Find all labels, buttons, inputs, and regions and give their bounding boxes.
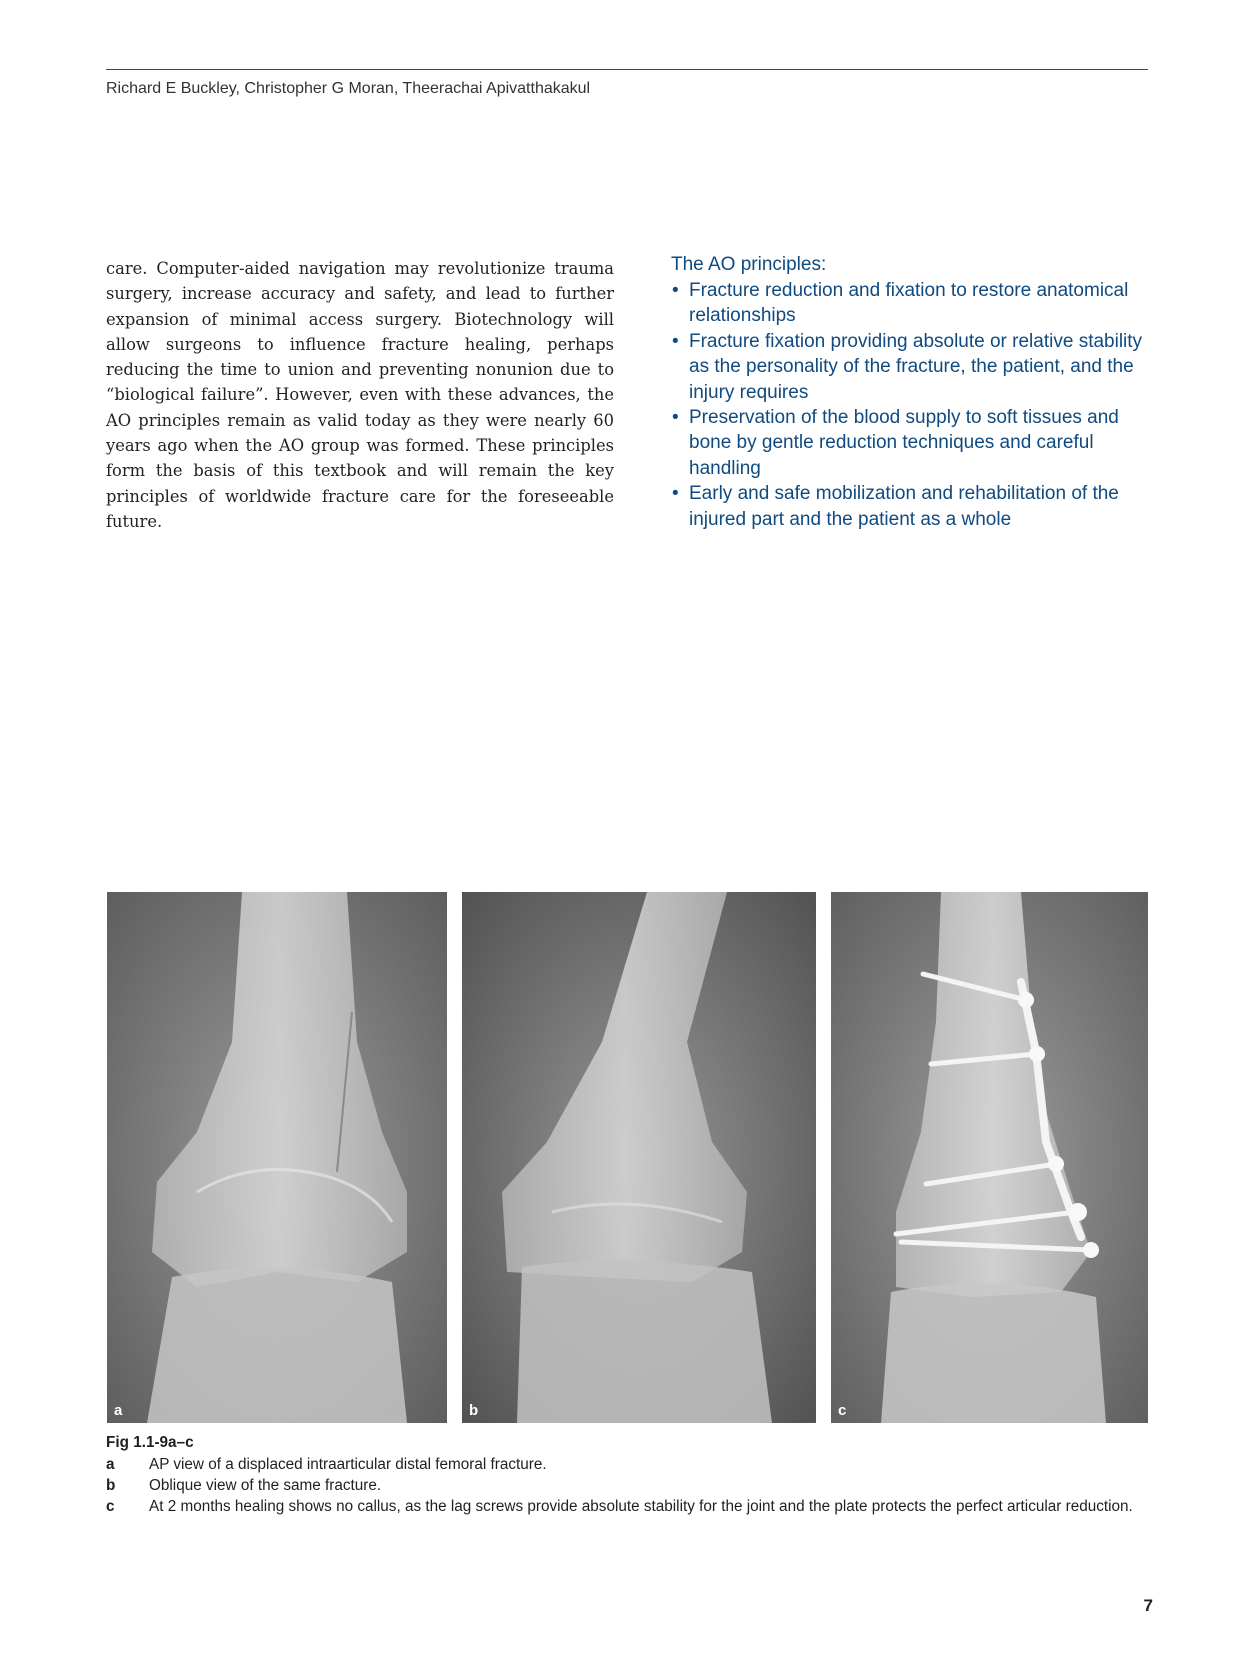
- caption-text: AP view of a displaced intraarticular distal femoral fracture.: [149, 1456, 547, 1473]
- xray-image-b: [462, 892, 816, 1423]
- caption-key: b: [106, 1477, 116, 1494]
- figure-caption: [106, 1432, 1156, 1517]
- running-head-authors: Richard E Buckley, Christopher G Moran, Theerachai Apivatthakakul: [106, 80, 591, 97]
- principle-item: [671, 481, 1166, 532]
- panel-label-b: b: [469, 1402, 479, 1419]
- caption-key: c: [106, 1498, 115, 1515]
- caption-text: Oblique view of the same fracture.: [149, 1477, 382, 1494]
- xray-panel-a: [107, 892, 447, 1423]
- principle-item: [671, 329, 1166, 405]
- xray-image-c: [831, 892, 1148, 1423]
- header-rule: [106, 69, 1148, 70]
- bullet-icon: •: [672, 483, 679, 505]
- ao-principles-box: [671, 252, 1166, 532]
- caption-title: Fig 1.1-9a–c: [106, 1434, 194, 1451]
- caption-text: At 2 months healing shows no callus, as the lag screws provide absolute stability for the joint and the plate protects the perfect articular reduction.: [149, 1498, 1133, 1515]
- bullet-icon: •: [672, 280, 679, 301]
- principle-text: Early and safe mobilization and rehabilitation of the injured part and the patient as a whole: [689, 483, 1119, 530]
- panel-label-a: a: [114, 1402, 123, 1419]
- xray-panel-b: [462, 892, 816, 1423]
- principles-list: [671, 278, 1166, 532]
- principle-item: [671, 278, 1166, 329]
- caption-row: [106, 1496, 1156, 1517]
- xray-panel-c: [831, 892, 1148, 1423]
- panel-label-c: c: [838, 1402, 847, 1419]
- principle-item: [671, 405, 1166, 481]
- caption-row: [106, 1475, 1156, 1496]
- principle-text: Preservation of the blood supply to soft tissues and bone by gentle reduction techniques and careful handling: [689, 407, 1119, 479]
- caption-key: a: [106, 1456, 115, 1473]
- page-number: 7: [1143, 1596, 1153, 1615]
- body-paragraph: care. Computer-aided navigation may revolutionize trauma surgery, increase accuracy and safety, and lead to further expansion of minimal access surgery. Biotechnology will allow surgeons to influence fracture healing, perhaps reducing the time to union and preventing nonunion due to “biological failure”. However, even with these advances, the AO principles remain as valid today as they were nearly 60 years ago when the AO group was formed. These principles form the basis of this textbook and will remain the key principles of worldwide fracture care for the foreseeable future.: [106, 259, 614, 531]
- principle-text: Fracture fixation providing absolute or relative stability as the personality of the fracture, the patient, and the injury requires: [689, 330, 1143, 403]
- bullet-icon: •: [672, 330, 679, 352]
- bullet-icon: •: [672, 407, 679, 429]
- caption-row: [106, 1454, 1156, 1475]
- xray-image-a: [107, 892, 447, 1423]
- principles-title: The AO principles:: [671, 254, 827, 275]
- principle-text: Fracture reduction and fixation to restore anatomical relationships: [689, 280, 1129, 327]
